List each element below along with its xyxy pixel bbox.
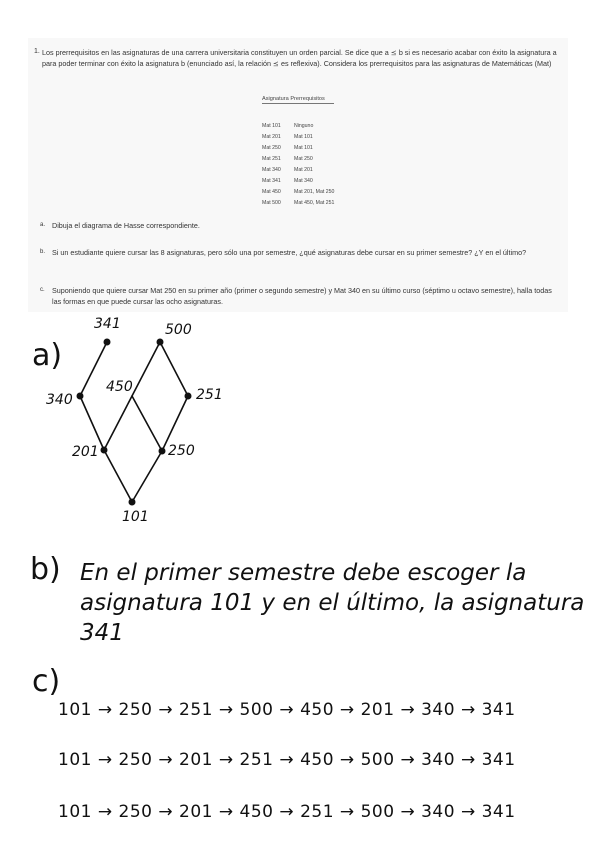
sequence-3 <box>58 802 516 822</box>
arrow-icon: → <box>339 700 355 720</box>
course: 340 <box>421 802 456 822</box>
table-cell: Mat 340 <box>294 178 313 184</box>
hasse-edge <box>80 396 104 450</box>
course: 251 <box>179 700 213 720</box>
table-cell: Mat 201 <box>262 134 281 140</box>
course: 500 <box>360 750 395 770</box>
table-cell: Mat 101 <box>294 145 313 151</box>
table-cell: Mat 340 <box>262 167 281 173</box>
course: 500 <box>239 700 274 720</box>
course: 340 <box>421 750 456 770</box>
arrow-icon: → <box>158 802 174 822</box>
hasse-edge <box>160 342 188 396</box>
question-text: Dibuja el diagrama de Hasse correspondiente. <box>52 221 200 230</box>
arrow-icon: → <box>400 750 416 770</box>
arrow-icon: → <box>279 700 295 720</box>
course: 101 <box>58 750 92 770</box>
table-cell: Mat 201 <box>294 167 313 173</box>
hasse-label-201: 201 <box>72 444 99 460</box>
question-letter: b. <box>40 249 46 255</box>
table-cell: Mat 500 <box>262 200 281 206</box>
course: 250 <box>118 700 153 720</box>
arrow-icon: → <box>339 750 355 770</box>
course: 341 <box>481 802 516 822</box>
course: 341 <box>481 700 516 720</box>
sequence-2 <box>58 750 516 770</box>
arrow-icon: → <box>460 700 476 720</box>
table-cell: Mat 450, Mat 251 <box>294 200 335 206</box>
hasse-node <box>185 393 192 400</box>
arrow-icon: → <box>460 802 476 822</box>
course: 450 <box>300 750 335 770</box>
arrow-icon: → <box>97 802 113 822</box>
answer-b-line: asignatura 101 y en el último, la asignatura <box>80 590 585 616</box>
arrow-icon: → <box>400 802 416 822</box>
hasse-label-450: 450 <box>106 379 133 395</box>
course: 251 <box>239 750 274 770</box>
hasse-label-101: 101 <box>122 509 149 525</box>
hasse-edge <box>132 396 162 451</box>
table-cell: Mat 450 <box>262 189 281 195</box>
arrow-icon: → <box>460 750 476 770</box>
hasse-label-251: 251 <box>196 387 223 403</box>
problem-number: 1. <box>34 48 40 55</box>
arrow-icon: → <box>279 802 295 822</box>
table-cell: Mat 251 <box>262 156 281 162</box>
arrow-icon: → <box>158 750 174 770</box>
course: 101 <box>58 802 92 822</box>
course: 201 <box>360 700 395 720</box>
arrow-icon: → <box>279 750 295 770</box>
course: 250 <box>118 750 153 770</box>
question-text: Suponiendo que quiere cursar Mat 250 en su primer año (primer o segundo semestre) y Mat 340 en su último curso (séptimo u octavo semestre), halla todas las formas en que puede cursar las ocho asignaturas. <box>52 286 552 306</box>
course: 341 <box>481 750 516 770</box>
question-text: Si un estudiante quiere cursar las 8 asignaturas, pero sólo una por semestre, ¿qué asignaturas debe cursar en su primer semestre? ¿Y en el último? <box>52 248 527 257</box>
arrow-icon: → <box>218 750 234 770</box>
hasse-label-340: 340 <box>46 392 73 408</box>
hasse-edge <box>104 450 132 502</box>
course: 201 <box>179 802 213 822</box>
answer-b-label: b) <box>30 552 61 587</box>
arrow-icon: → <box>97 700 113 720</box>
table-cell: Mat 201, Mat 250 <box>294 189 335 195</box>
course: 500 <box>360 802 395 822</box>
course: 450 <box>300 700 335 720</box>
arrow-icon: → <box>218 802 234 822</box>
course: 251 <box>300 802 335 822</box>
hasse-edge <box>80 342 107 396</box>
hasse-node <box>104 339 111 346</box>
answer-b-line: 341 <box>80 620 124 646</box>
table-cell: Mat 341 <box>262 178 281 184</box>
answer-a-label: a) <box>32 338 63 373</box>
table-cell: Mat 250 <box>262 145 281 151</box>
table-cell: Mat 101 <box>294 134 313 140</box>
arrow-icon: → <box>158 700 174 720</box>
question-letter: c. <box>40 287 45 293</box>
table-cell: Mat 250 <box>294 156 313 162</box>
arrow-icon: → <box>339 802 355 822</box>
course: 340 <box>421 700 456 720</box>
hasse-label-500: 500 <box>165 322 192 338</box>
question-letter: a. <box>40 222 46 228</box>
hasse-node <box>101 447 108 454</box>
hasse-node <box>129 499 136 506</box>
course: 201 <box>179 750 213 770</box>
arrow-icon: → <box>400 700 416 720</box>
sequence-1 <box>58 700 516 720</box>
table-cell: Ninguno <box>294 123 314 129</box>
answer-c-label: c) <box>32 664 61 699</box>
problem-intro: Los prerrequisitos en las asignaturas de una carrera universitaria constituyen un orden parcial. Se dice que a ⪯ b si es necesario acabar con éxito la asignatura a para poder terminar con éxito la asignatura b (enunciado así, la relación ⪯ es reflexiva). Considera los prerrequisitos para las asignaturas de Matemáticas (Mat) <box>42 48 557 69</box>
answer-b-line: En el primer semestre debe escoger la <box>80 560 527 586</box>
course: 450 <box>239 802 274 822</box>
arrow-icon: → <box>97 750 113 770</box>
arrow-icon: → <box>218 700 234 720</box>
table-header-prereq: Prerrequisitos <box>290 96 325 102</box>
hasse-node <box>157 339 164 346</box>
hasse-node <box>159 448 166 455</box>
table-header-subject: Asignatura <box>262 96 289 102</box>
hasse-node <box>77 393 84 400</box>
hasse-label-341: 341 <box>94 316 121 332</box>
hasse-edge <box>132 451 162 502</box>
table-cell: Mat 101 <box>262 123 281 129</box>
course: 250 <box>118 802 153 822</box>
hasse-label-250: 250 <box>168 443 195 459</box>
course: 101 <box>58 700 92 720</box>
